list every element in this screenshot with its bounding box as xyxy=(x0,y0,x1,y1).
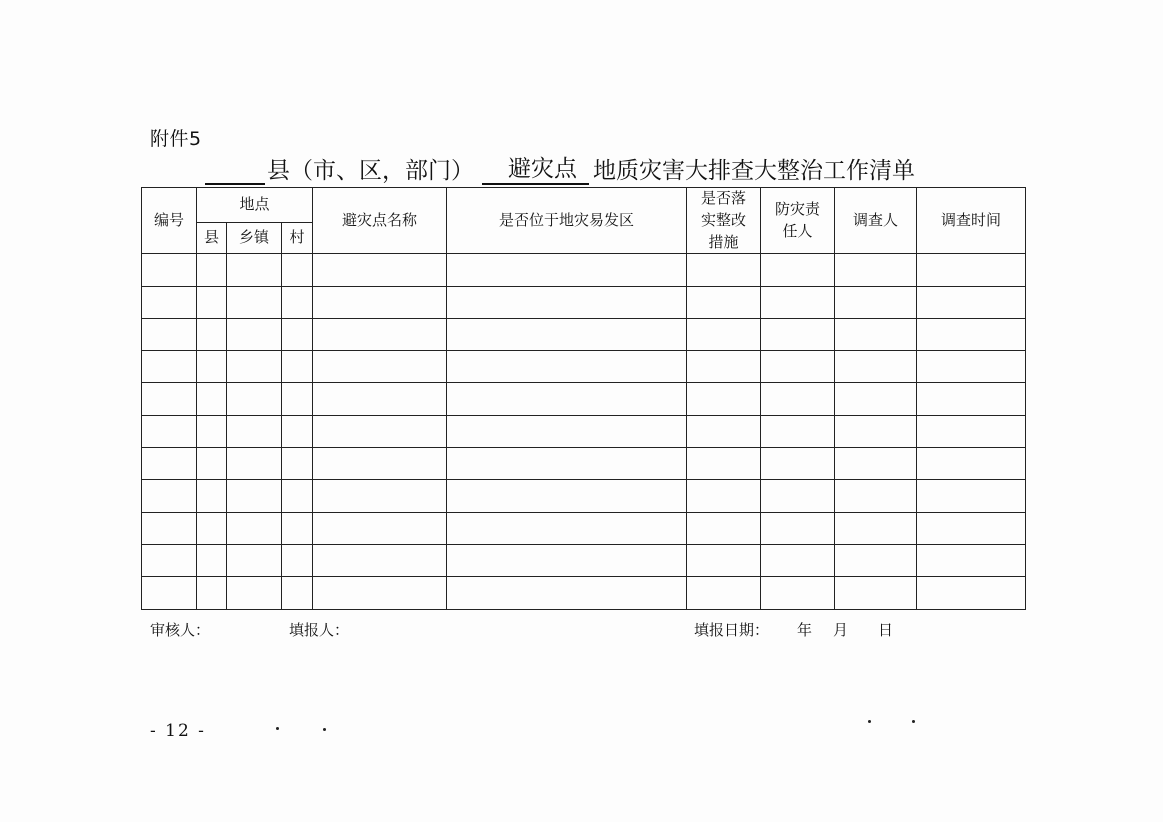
table-cell xyxy=(835,415,917,447)
table-cell xyxy=(687,351,761,383)
header-number: 编号 xyxy=(142,188,197,254)
table-cell xyxy=(835,448,917,480)
table-cell xyxy=(687,544,761,576)
table-cell xyxy=(313,480,447,512)
table-cell xyxy=(142,383,197,415)
table-cell xyxy=(761,286,835,318)
table-body xyxy=(142,254,1026,609)
table-cell xyxy=(227,351,282,383)
table-cell xyxy=(227,383,282,415)
table-cell xyxy=(282,318,313,350)
table-cell xyxy=(142,351,197,383)
table-cell xyxy=(917,254,1026,286)
table-cell xyxy=(282,254,313,286)
table-cell xyxy=(313,286,447,318)
table-cell xyxy=(282,577,313,609)
header-township: 乡镇 xyxy=(227,222,282,254)
table-cell xyxy=(282,351,313,383)
table-cell xyxy=(282,286,313,318)
table-cell xyxy=(313,254,447,286)
table-cell xyxy=(687,448,761,480)
table-cell xyxy=(761,383,835,415)
attachment-label: 附件5 xyxy=(150,128,202,150)
table-cell xyxy=(687,383,761,415)
table-cell xyxy=(917,577,1026,609)
table-cell xyxy=(197,512,227,544)
table-cell xyxy=(761,512,835,544)
table-cell xyxy=(142,286,197,318)
table-cell xyxy=(282,448,313,480)
title-underlined: 避灾点 xyxy=(482,150,589,185)
table-cell xyxy=(917,415,1026,447)
table-cell xyxy=(687,480,761,512)
table-cell xyxy=(313,512,447,544)
header-county: 县 xyxy=(197,222,227,254)
table-cell xyxy=(313,318,447,350)
table-row xyxy=(142,415,1026,447)
table-cell xyxy=(142,318,197,350)
table-cell xyxy=(313,544,447,576)
table-cell xyxy=(447,351,687,383)
table-cell xyxy=(142,544,197,576)
table-cell xyxy=(917,351,1026,383)
footer-reviewer: 审核人： xyxy=(150,621,211,639)
table-cell xyxy=(447,480,687,512)
table-cell xyxy=(687,318,761,350)
title-part2: 地质灾害大排查大整治工作清单 xyxy=(593,158,915,184)
table-cell xyxy=(142,415,197,447)
table-row xyxy=(142,448,1026,480)
table-cell xyxy=(761,577,835,609)
header-location: 地点 xyxy=(197,188,313,223)
table-cell xyxy=(687,286,761,318)
table-row xyxy=(142,383,1026,415)
table-row xyxy=(142,512,1026,544)
table-cell xyxy=(917,544,1026,576)
table-cell xyxy=(197,254,227,286)
page-number: - 12 - xyxy=(150,721,206,741)
title-part1: 县（市、区，部门） xyxy=(267,158,474,184)
table-cell xyxy=(197,286,227,318)
table-cell xyxy=(761,318,835,350)
table-cell xyxy=(917,480,1026,512)
table-cell xyxy=(142,512,197,544)
table-cell xyxy=(447,286,687,318)
table-cell xyxy=(197,448,227,480)
table-cell xyxy=(227,480,282,512)
table-cell xyxy=(227,254,282,286)
scan-speck xyxy=(276,727,279,730)
table-cell xyxy=(687,254,761,286)
table-cell xyxy=(197,415,227,447)
table-cell xyxy=(835,254,917,286)
table-cell xyxy=(917,448,1026,480)
table-cell xyxy=(687,577,761,609)
table-cell xyxy=(227,318,282,350)
scan-speck xyxy=(868,720,871,723)
table-cell xyxy=(835,351,917,383)
table-cell xyxy=(197,351,227,383)
table-cell xyxy=(835,544,917,576)
table-cell xyxy=(227,512,282,544)
table-cell xyxy=(447,254,687,286)
scan-speck xyxy=(912,720,915,723)
table-cell xyxy=(142,480,197,512)
table-cell xyxy=(227,448,282,480)
table-cell xyxy=(447,512,687,544)
table-row xyxy=(142,577,1026,609)
table-cell xyxy=(447,577,687,609)
table-cell xyxy=(687,512,761,544)
table-cell xyxy=(282,512,313,544)
table-cell xyxy=(447,415,687,447)
table-cell xyxy=(447,383,687,415)
table-cell xyxy=(835,318,917,350)
table-cell xyxy=(761,480,835,512)
footer-filler: 填报人： xyxy=(289,621,350,639)
table-cell xyxy=(142,254,197,286)
header-survey-time: 调查时间 xyxy=(917,188,1026,254)
table-cell xyxy=(917,318,1026,350)
footer-month: 月 xyxy=(833,621,849,639)
table-cell xyxy=(917,512,1026,544)
header-rectification: 是否落实整改措施 xyxy=(687,188,761,254)
table-cell xyxy=(197,383,227,415)
table-cell xyxy=(142,448,197,480)
table-cell xyxy=(197,318,227,350)
table-cell xyxy=(197,480,227,512)
table-cell xyxy=(282,480,313,512)
table-row xyxy=(142,254,1026,286)
table-row xyxy=(142,318,1026,350)
table-row xyxy=(142,286,1026,318)
header-investigator: 调查人 xyxy=(835,188,917,254)
table-cell xyxy=(447,448,687,480)
table-cell xyxy=(227,577,282,609)
table-cell xyxy=(227,415,282,447)
table-cell xyxy=(282,544,313,576)
table-cell xyxy=(227,544,282,576)
header-village: 村 xyxy=(282,222,313,254)
table-cell xyxy=(447,544,687,576)
footer-day: 日 xyxy=(878,621,894,639)
table-row xyxy=(142,480,1026,512)
table-cell xyxy=(313,351,447,383)
table-cell xyxy=(313,448,447,480)
table-cell xyxy=(227,286,282,318)
table-cell xyxy=(313,383,447,415)
inspection-table xyxy=(141,187,1026,610)
table-cell xyxy=(447,318,687,350)
table-cell xyxy=(917,383,1026,415)
footer-fill-date: 填报日期： xyxy=(694,621,770,639)
header-responsible: 防灾责任人 xyxy=(761,188,835,254)
table-row xyxy=(142,544,1026,576)
table-cell xyxy=(835,480,917,512)
page-title xyxy=(205,150,915,185)
table-cell xyxy=(142,577,197,609)
table-cell xyxy=(761,351,835,383)
table-cell xyxy=(917,286,1026,318)
table-cell xyxy=(761,415,835,447)
table-cell xyxy=(687,415,761,447)
table-cell xyxy=(835,286,917,318)
table-cell xyxy=(761,254,835,286)
table-cell xyxy=(761,448,835,480)
table-cell xyxy=(282,383,313,415)
footer-year: 年 xyxy=(797,621,813,639)
table-row xyxy=(142,351,1026,383)
header-shelter-name: 避灾点名称 xyxy=(313,188,447,254)
header-in-prone-area: 是否位于地灾易发区 xyxy=(447,188,687,254)
table-cell xyxy=(835,512,917,544)
table-cell xyxy=(761,544,835,576)
table-cell xyxy=(835,383,917,415)
table-cell xyxy=(197,544,227,576)
table-cell xyxy=(197,577,227,609)
scan-speck xyxy=(323,728,326,731)
table-cell xyxy=(835,577,917,609)
table-cell xyxy=(282,415,313,447)
table-cell xyxy=(313,415,447,447)
county-blank xyxy=(205,157,265,185)
table-cell xyxy=(313,577,447,609)
